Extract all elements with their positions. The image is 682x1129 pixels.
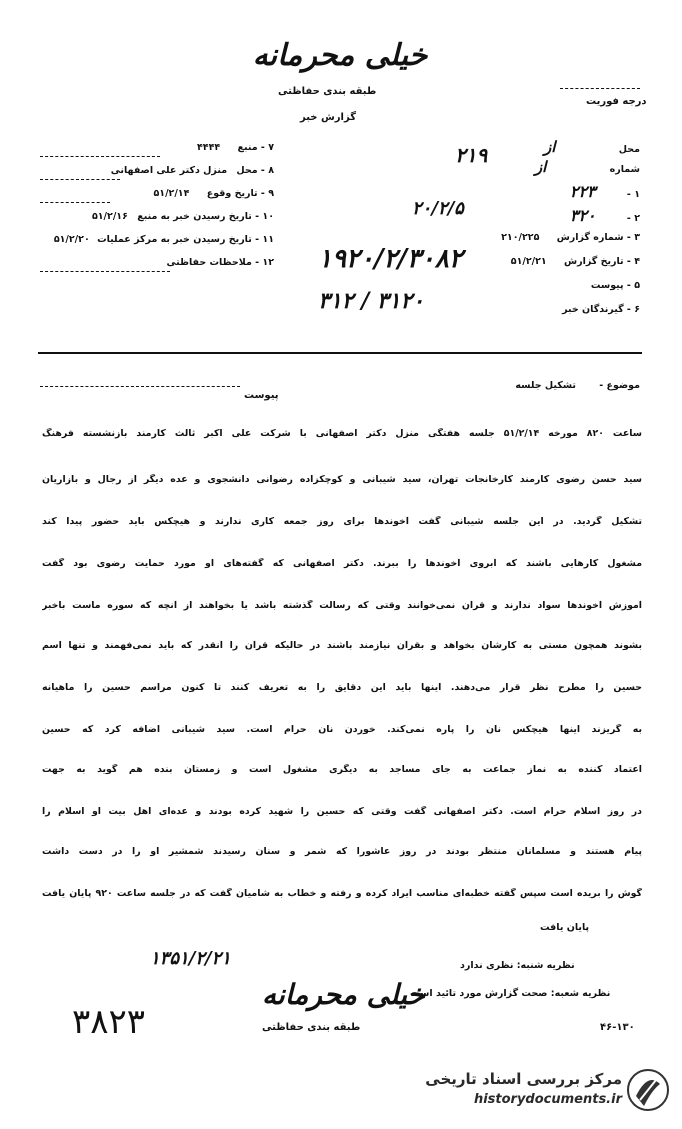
- body-line: آموزش آخوندها سواد ندارند و قرآن نمی‌خوانند وقتی که رسالت گذشته باشد یا بخواهند از آنچه که سوره ماست باخبر: [42, 600, 642, 611]
- urgency-line: [560, 88, 640, 89]
- opinion-line: نظریه شنبه: نظری ندارد: [460, 960, 575, 971]
- field-row: ۸ - محل منزل دکتر علی اصفهانی: [110, 165, 274, 176]
- body-line: به گریزند اینها هیچکس نان را پاره نمی‌کند. خوردن نان حرام است. سید شیبانی اضافه کرد که حسین: [42, 724, 642, 735]
- field-row: ۷ - منبع ۴۴۴۴: [196, 142, 274, 153]
- field-row: ۴ - تاریخ گزارش ۵۱/۲/۲۱: [510, 256, 640, 267]
- handwritten-note: ۲۰/۲/۵: [412, 198, 464, 219]
- classification-stamp: خیلی محرمانه: [262, 978, 425, 1011]
- field-row: ۱۲ - ملاحظات حفاظتی: [166, 257, 274, 268]
- body-line: سید حسن رضوی کارمند کارخانجات تهران، سید شیبانی و کوچکزاده رضوانی دانشجوی و عده دیگر از رجال و بازاریان: [42, 474, 642, 485]
- field-row: محل از: [544, 138, 640, 156]
- body-line: تشکیل گردید. در این جلسه شیبانی گفت آخوندها برای روز جمعه کاری ندارند و هیچکس باید حضور پیدا کند: [42, 516, 642, 527]
- field-row: ۹ - تاریخ وقوع ۵۱/۲/۱۴: [153, 188, 274, 199]
- body-line: گوش را بریده است سپس گفته خطبه‌ای مناسب ایراد کرده و رفته و خطاب به شامیان گفت که در جلسه ساعت ۹۲۰ پایان یافت: [42, 888, 642, 899]
- attachment-label: پیوست: [244, 390, 279, 401]
- field-row: ۲ - ۳۲۰: [569, 206, 640, 225]
- classification-stamp-sub: طبقه بندی حفاظتی: [262, 1022, 361, 1033]
- page-code: ۴۶-۱۳۰: [600, 1022, 635, 1033]
- watermark: [390, 1062, 670, 1122]
- field-row: ۵ - پیوست: [590, 280, 640, 291]
- subject-row: موضوع - تشکیل جلسه: [515, 380, 640, 391]
- section-divider: [38, 352, 642, 354]
- body-line: بشوند همچون مستی به کارشان بخواهد و بقرآن نیازمند باشند در حالیکه قرآن را آنقدر که باید نمی‌فهمند و تنها اسم: [42, 640, 642, 651]
- urgency-label: درجه فوریت: [586, 96, 647, 107]
- handwritten-note: ۲۱۹: [455, 143, 488, 167]
- watermark-url: historydocuments.ir: [473, 1092, 622, 1107]
- body-line: ساعت ۸۲۰ مورخه ۵۱/۲/۱۴ جلسه هفتگی منزل دکتر اصفهانی با شرکت علی اکبر ثالث کارمند بازنشسته فرهنگ: [42, 428, 642, 439]
- field-row: شماره از: [534, 158, 640, 176]
- archive-logo-icon: [626, 1066, 670, 1114]
- field-row: ۱۰ - تاریخ رسیدن خبر به منبع ۵۱/۲/۱۶: [91, 211, 274, 222]
- report-type-label: گزارش خبر: [300, 112, 357, 123]
- field-row: ۱۱ - تاریخ رسیدن خبر به مرکز عملیات ۵۱/۲/۲۰: [53, 234, 274, 245]
- handwritten-recipients: ۳۱۲ / ۳۱۲۰: [318, 288, 425, 314]
- body-line: حسین را مطرح نظر قرار می‌دهند. اینها باید این دقایق را به تعریف کنند تا کنون مراسم حسین را ماهیانه: [42, 682, 642, 693]
- field-row: ۶ - گیرندگان خبر: [562, 304, 640, 315]
- body-line: اعتماد کننده به نماز جماعت به جای مساجد به دیگری مشغول است و زمستان بنده هم گوید به جهت: [42, 764, 642, 775]
- archive-number: ۳۸۲۳: [72, 1002, 146, 1042]
- classification-label: طبقه بندی حفاظتی: [278, 86, 377, 97]
- body-line: در روز اسلام حرام است. دکتر اصفهانی گفت وقتی که حسین را شهید کرده بودند و عده‌ای اهل بیت او اسلام را: [42, 806, 642, 817]
- field-row: ۱ - ۲۲۳: [569, 182, 640, 201]
- page-title: خیلی محرمانه: [252, 38, 428, 73]
- watermark-org: مرکز بررسی اسناد تاریخی: [425, 1070, 622, 1088]
- handwritten-date: ۱۳۵۱/۲/۲۱: [150, 948, 231, 969]
- field-row: ۳ - شماره گزارش ۲۱۰/۲۲۵: [501, 232, 640, 243]
- body-line: مشغول کارهایی باشند که آبروی آخوندها را ببرند. دکتر اصفهانی که گفته‌های او مورد حمایت رضوی بود گفت: [42, 558, 642, 569]
- handwritten-date-code: ۱۹۲۰/۲/۳۰۸۲: [318, 244, 463, 274]
- source-opinion-line: نظریه شعبه: صحت گزارش مورد تائید است: [410, 988, 611, 999]
- end-line: پایان یافت: [540, 922, 590, 933]
- body-line: پیام هستند و مسلمانان منتظر بودند در روز عاشورا که شمر و سنان رسیدند شمشیر او را در دست داشت: [42, 846, 642, 857]
